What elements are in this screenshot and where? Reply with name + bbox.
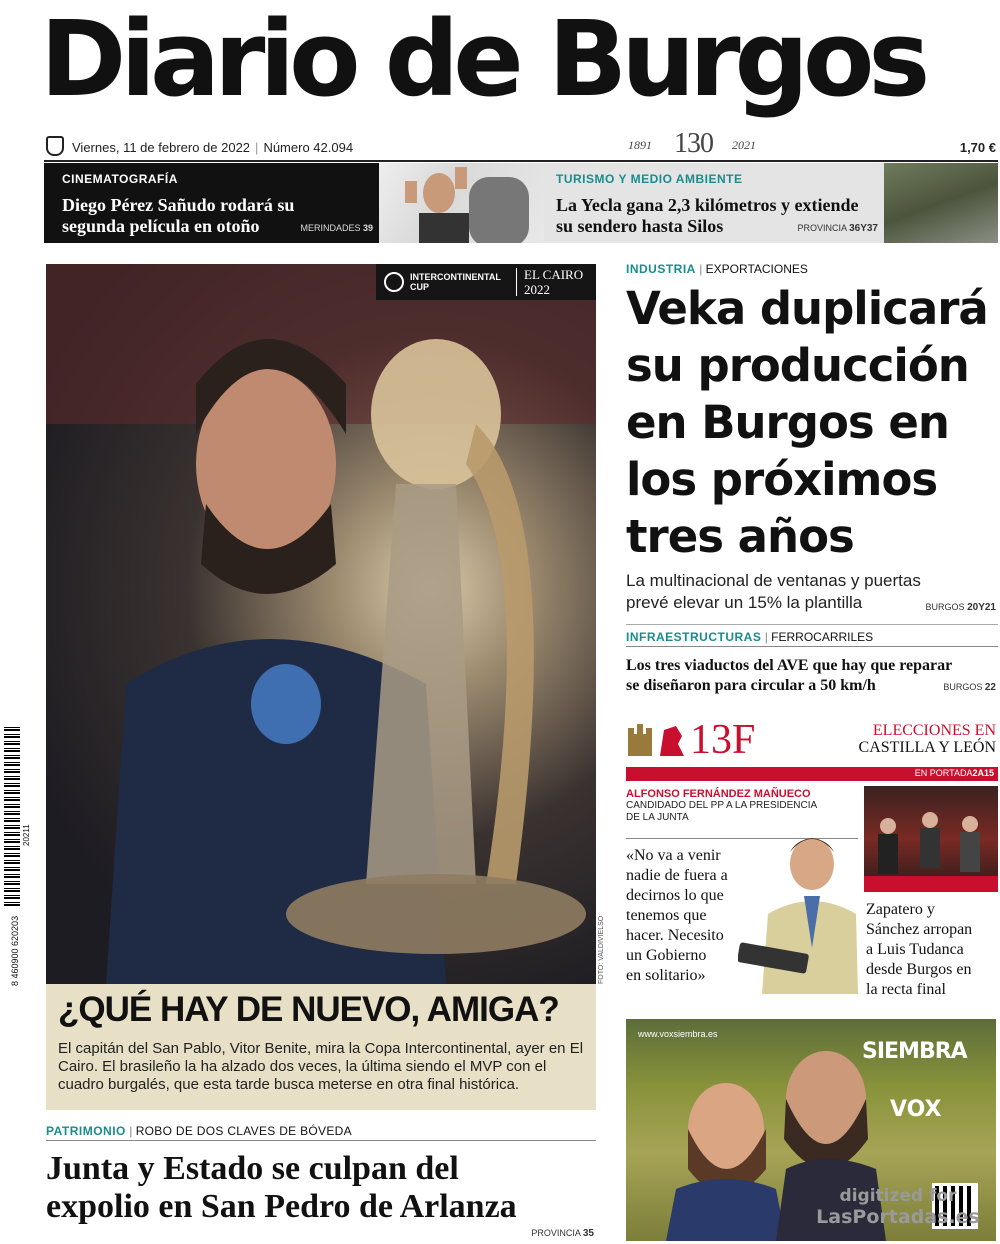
patrimonio-headline: Junta y Estado se culpan del expolio en San Pedro de Arlanza: [46, 1150, 517, 1225]
masthead-title: Diario de Burgos: [40, 0, 925, 120]
city-crest-icon: [46, 136, 64, 156]
barcode: 20211 8 460900 620203: [4, 726, 32, 986]
rally-photo: [864, 786, 998, 892]
patrimonio-story[interactable]: PATRIMONIO | ROBO DE DOS CLAVES DE BÓVEDA Junta y Estado se culpan del expolio en San Pedro de Arlanza PROVINCIA 35: [46, 1124, 594, 1239]
top-teasers: [44, 163, 998, 243]
teaser-tourism[interactable]: TURISMO Y MEDIO AMBIENTE La Yecla gana 2,3 kilómetros y extiende su sendero hasta Silos PROVINCIA 36Y37: [544, 163, 884, 243]
infra-headline: Los tres viaductos del AVE que hay que reparar se diseñaron para circular a 50 km/h: [626, 657, 953, 694]
main-story-caption: [46, 984, 596, 1110]
teaser-headline: La Yecla gana 2,3 kilómetros y extiende su sendero hasta Silos: [556, 195, 859, 236]
header-rule: [44, 160, 998, 162]
yecla-photo: [884, 163, 998, 243]
anniversary-logo: 1891 130 2021: [628, 128, 756, 159]
teaser-headline: Diego Pérez Sañudo rodará su segunda película en otoño: [62, 195, 295, 236]
director-photo: [379, 163, 544, 243]
photo-credit: FOTO: VALDIVIELSO: [598, 915, 605, 984]
teaser-category: TURISMO Y MEDIO AMBIENTE: [556, 172, 743, 186]
elections-logo-text: 13F: [690, 717, 756, 763]
manueco-story[interactable]: ALFONSO FERNÁNDEZ MAÑUECO CANDIDADO DEL PP A LA PRESIDENCIA DE LA JUNTA «No va a venir nadie de fuera a decirnos lo que tenemos que hacer. Necesito un Gobierno en solitario»: [626, 788, 858, 998]
manueco-photo: [738, 818, 858, 994]
lead-story-label: INDUSTRIA | EXPORTACIONES: [626, 262, 808, 276]
main-caption-text: El capitán del San Pablo, Vitor Benite, mira la Copa Intercontinental, ayer en El Cairo. El brasileño la ha alzado dos veces, la última siendo el MVP con el cuadro burgalés, que esta tarde busca meterse en otra final histórica.: [58, 1040, 584, 1093]
event-badge: EL CAIRO 2022: [524, 267, 584, 297]
lead-subhead: La multinacional de ventanas y puertas prevé elevar un 15% la plantilla: [626, 571, 921, 612]
issue-price: 1,70 €: [959, 140, 996, 155]
zapatero-headline[interactable]: Zapatero y Sánchez arropan a Luis Tudanca desde Burgos en la recta final: [866, 901, 973, 998]
teaser-cinema[interactable]: CINEMATOGRAFÍA Diego Pérez Sañudo rodará su segunda película en otoño MERINDADES 39: [44, 163, 379, 243]
ad-url: www.voxsiembra.es: [638, 1029, 718, 1039]
issue-date: Viernes, 11 de febrero de 2022: [72, 140, 251, 155]
issue-number: Número 42.094: [263, 140, 354, 155]
ad-brand: VOX: [890, 1097, 942, 1122]
lead-headline[interactable]: Veka duplicará su producción en Burgos en los próximos tres años: [626, 282, 988, 563]
elections-header: 13F ELECCIONES EN CASTILLA Y LEÓN: [626, 716, 998, 766]
basketball-icon: [384, 272, 404, 292]
castle-lion-icon: [626, 720, 686, 760]
lead-ref: BURGOS 20Y21: [925, 602, 996, 613]
dateline: Viernes, 11 de febrero de 2022 | Número 42.094 1891 130 2021 1,70 €: [46, 134, 1000, 160]
manueco-quote: «No va a venir nadie de fuera a decirnos lo que tenemos que hacer. Necesito un Gobierno en solitario»: [626, 847, 728, 984]
elections-bar[interactable]: EN PORTADA2A15: [626, 767, 998, 781]
teaser-category: CINEMATOGRAFÍA: [62, 172, 178, 186]
ad-slogan: SIEMBRA: [862, 1039, 967, 1064]
watermark: digitized for LasPortadas.es: [816, 1186, 980, 1228]
main-photo: [46, 264, 596, 984]
main-headline[interactable]: ¿QUÉ HAY DE NUEVO, AMIGA?: [58, 990, 559, 1029]
infra-story[interactable]: INFRAESTRUCTURAS | FERROCARRILES Los tres viaductos del AVE que hay que reparar se diseñaron para circular a 50 km/h BURGOS 22: [626, 630, 996, 694]
cup-badge: INTERCONTINENTAL CUP: [410, 272, 501, 292]
